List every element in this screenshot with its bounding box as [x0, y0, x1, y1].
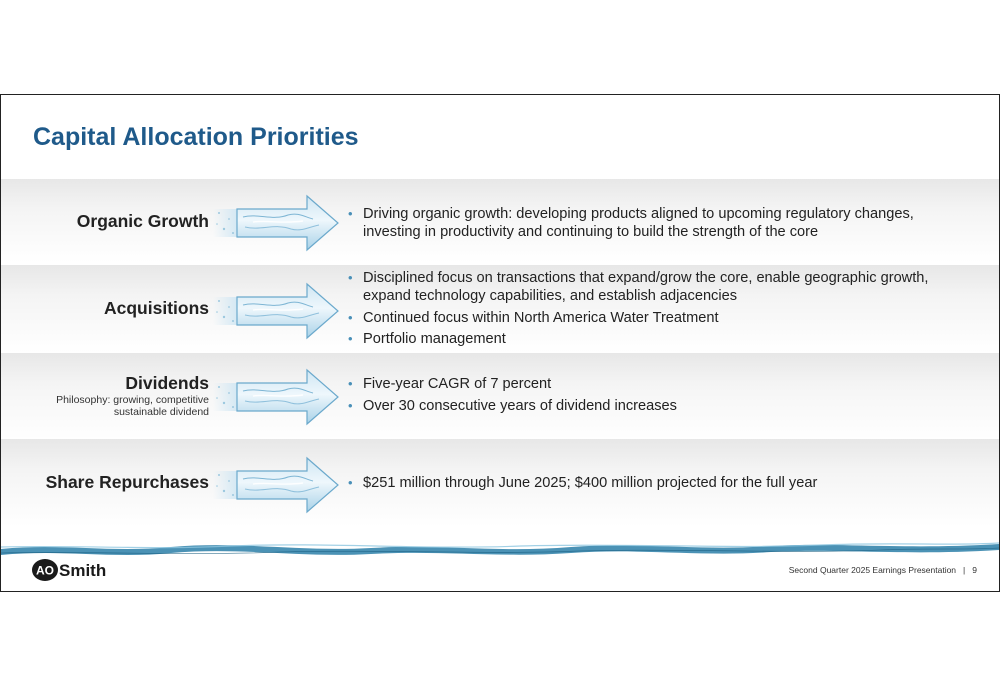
priority-label: [46, 472, 209, 493]
bullet-text: Portfolio management: [363, 331, 506, 347]
bullet-item: [346, 309, 966, 327]
bullet-text: Driving organic growth: developing products aligned to upcoming regulatory changes, investing in productivity and continuing to build the strength of the core: [363, 206, 914, 240]
water-arrow-icon: [213, 367, 341, 427]
water-arrow-icon: [213, 193, 341, 253]
priority-row-dividends: [1, 353, 999, 439]
bullet-item: [346, 330, 966, 348]
page-number: 9: [972, 565, 977, 575]
footer-separator: |: [963, 565, 966, 575]
logo-name: Smith: [59, 561, 107, 580]
bullet-dot-icon: •: [348, 270, 353, 285]
priority-label: [19, 373, 209, 418]
bullet-dot-icon: •: [348, 475, 353, 490]
water-arrow-icon: [213, 281, 341, 341]
priority-row-organic-growth: [1, 179, 999, 263]
bullet-list: [346, 375, 966, 418]
bullet-item: [346, 474, 966, 492]
bullet-dot-icon: •: [348, 376, 353, 391]
bullet-list: [346, 474, 966, 496]
priority-label: [77, 211, 209, 232]
priority-label-sub: Philosophy: growing, competitive sustainable dividend: [56, 394, 209, 418]
priority-row-share-repurchases: [1, 439, 999, 527]
water-arrow-icon: [213, 455, 341, 515]
water-wave-divider: [1, 533, 999, 563]
bullet-dot-icon: •: [348, 397, 353, 413]
bullet-text: Disciplined focus on transactions that expand/grow the core, enable geographic growth, expand technology capabilities, and establish adjacencies: [363, 270, 929, 304]
bullet-item: [346, 205, 966, 241]
presentation-name: Second Quarter 2025 Earnings Presentation: [788, 565, 957, 575]
priority-label: [104, 298, 209, 319]
bullet-item: [346, 269, 966, 305]
bullet-text: Five-year CAGR of 7 percent: [363, 376, 552, 392]
priority-label-main: Dividends: [125, 373, 209, 393]
page-title: Capital Allocation Priorities: [33, 123, 359, 151]
footer: [789, 565, 977, 575]
ao-smith-logo: [31, 557, 131, 583]
bullet-text: Over 30 consecutive years of dividend increases: [363, 397, 677, 414]
bullet-dot-icon: •: [348, 206, 353, 221]
bullet-text: Continued focus within North America Water Treatment: [363, 309, 719, 326]
slide: [0, 94, 1000, 592]
bullet-text: $251 million through June 2025; $400 million projected for the full year: [363, 475, 818, 491]
bullet-item: [346, 397, 966, 415]
priority-row-acquisitions: [1, 265, 999, 353]
bullet-dot-icon: •: [348, 309, 353, 325]
priority-label-main: Acquisitions: [103, 298, 209, 318]
bullet-dot-icon: •: [348, 331, 353, 346]
bullet-list: [346, 205, 966, 245]
bullet-list: [346, 269, 966, 352]
logo-initials: AO: [36, 563, 54, 578]
priority-label-main: Share Repurchases: [45, 472, 209, 492]
priority-label-main: Organic Growth: [76, 211, 209, 231]
bullet-item: [346, 375, 966, 393]
